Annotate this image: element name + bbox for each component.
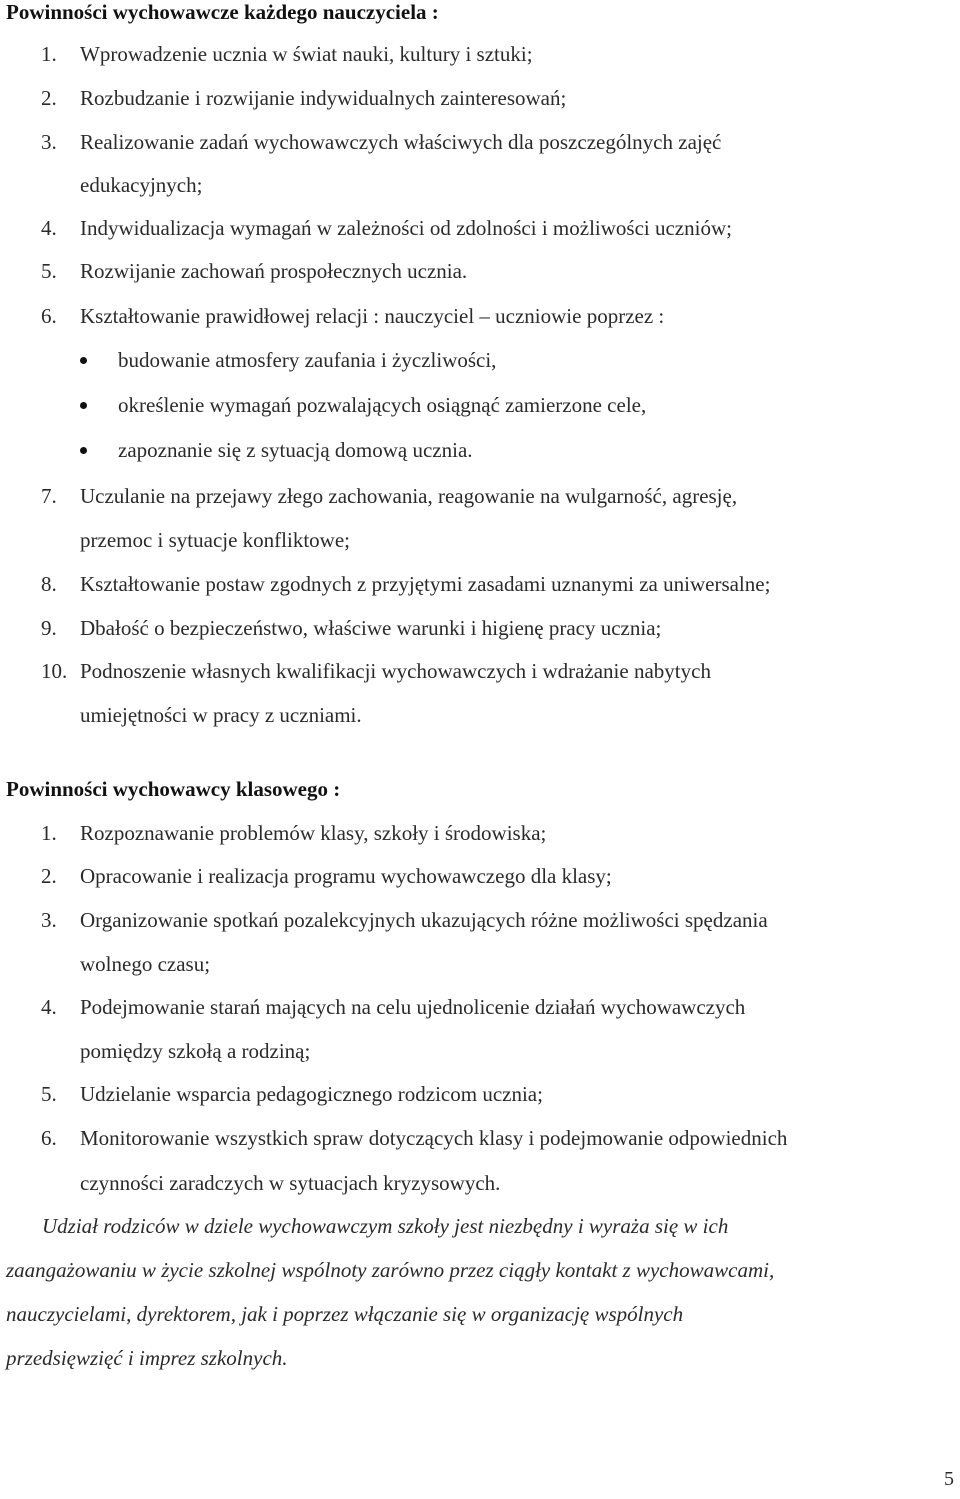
s2-item-3-text: Organizowanie spotkań pozalekcyjnych ukazujących różne możliwości spędzania bbox=[80, 908, 768, 932]
s1-item-4-number: 4. bbox=[41, 216, 57, 240]
s1-item-1-number: 1. bbox=[41, 42, 57, 66]
s2-item-4-text: Podejmowanie starań mających na celu ujednolicenie działań wychowawczych bbox=[80, 995, 746, 1019]
s2-item-4-number: 4. bbox=[41, 995, 57, 1019]
s2-item-2-number: 2. bbox=[41, 864, 57, 888]
s2-item-3-text-cont: wolnego czasu; bbox=[80, 952, 211, 976]
bullet-dot-icon bbox=[80, 357, 87, 364]
s1-item-3-text-cont: edukacyjnych; bbox=[80, 173, 203, 197]
s1-item-2-text: Rozbudzanie i rozwijanie indywidualnych zainteresowań; bbox=[80, 86, 567, 110]
s1-item-8-text: Kształtowanie postaw zgodnych z przyjętymi zasadami uznanymi za uniwersalne; bbox=[80, 572, 771, 596]
s1-item-2-number: 2. bbox=[41, 86, 57, 110]
s1-item-7-text-cont: przemoc i sytuacje konfliktowe; bbox=[80, 528, 350, 552]
closing-paragraph-line-2: zaangażowaniu w życie szkolnej wspólnoty zarówno przez ciągły kontakt z wychowawcami, bbox=[6, 1258, 775, 1282]
s2-item-2-text: Opracowanie i realizacja programu wychowawczego dla klasy; bbox=[80, 864, 612, 888]
s1-item-8-number: 8. bbox=[41, 572, 57, 596]
closing-paragraph-line-4: przedsięwzięć i imprez szkolnych. bbox=[6, 1346, 288, 1370]
closing-paragraph-line-3: nauczycielami, dyrektorem, jak i poprzez włączanie się w organizację wspólnych bbox=[6, 1302, 684, 1326]
s1-item-4-text: Indywidualizacja wymagań w zależności od zdolności i możliwości uczniów; bbox=[80, 216, 732, 240]
s2-item-4-text-cont: pomiędzy szkołą a rodziną; bbox=[80, 1039, 311, 1063]
section-2-heading: Powinności wychowawcy klasowego : bbox=[6, 777, 341, 801]
section-1-heading: Powinności wychowawcze każdego nauczyciela : bbox=[6, 0, 439, 24]
s2-item-5-number: 5. bbox=[41, 1082, 57, 1106]
s1-item-5-number: 5. bbox=[41, 259, 57, 283]
s1-item-9-number: 9. bbox=[41, 616, 57, 640]
s1-item-7-text: Uczulanie na przejawy złego zachowania, reagowanie na wulgarność, agresję, bbox=[80, 484, 738, 508]
s2-item-6-number: 6. bbox=[41, 1126, 57, 1150]
bullet-dot-icon bbox=[80, 447, 87, 454]
s1-item-7-number: 7. bbox=[41, 484, 57, 508]
s2-item-1-number: 1. bbox=[41, 821, 57, 845]
s1-item-3-text: Realizowanie zadań wychowawczych właściwych dla poszczególnych zajęć bbox=[80, 130, 722, 154]
s1-item-6-text: Kształtowanie prawidłowej relacji : nauczyciel – uczniowie poprzez : bbox=[80, 304, 665, 328]
s2-item-6-text-cont: czynności zaradczych w sytuacjach kryzysowych. bbox=[80, 1171, 501, 1195]
s1-item-3-number: 3. bbox=[41, 130, 57, 154]
s2-item-1-text: Rozpoznawanie problemów klasy, szkoły i środowiska; bbox=[80, 821, 547, 845]
s1-item-1-text: Wprowadzenie ucznia w świat nauki, kultury i sztuki; bbox=[80, 42, 533, 66]
s1-bullet-1: budowanie atmosfery zaufania i życzliwości, bbox=[118, 348, 497, 372]
s2-item-5-text: Udzielanie wsparcia pedagogicznego rodzicom ucznia; bbox=[80, 1082, 543, 1106]
s1-item-10-text-cont: umiejętności w pracy z uczniami. bbox=[80, 703, 362, 727]
s2-item-3-number: 3. bbox=[41, 908, 57, 932]
s1-item-10-number: 10. bbox=[41, 659, 68, 683]
s1-item-10-text: Podnoszenie własnych kwalifikacji wychowawczych i wdrażanie nabytych bbox=[80, 659, 711, 683]
page-number: 5 bbox=[944, 1468, 954, 1490]
s1-bullet-2: określenie wymagań pozwalających osiągnąć zamierzone cele, bbox=[118, 393, 647, 417]
s1-bullet-3: zapoznanie się z sytuacją domową ucznia. bbox=[118, 438, 473, 462]
s1-item-9-text: Dbałość o bezpieczeństwo, właściwe warunki i higienę pracy ucznia; bbox=[80, 616, 662, 640]
s1-item-5-text: Rozwijanie zachowań prospołecznych ucznia. bbox=[80, 259, 468, 283]
s2-item-6-text: Monitorowanie wszystkich spraw dotyczących klasy i podejmowanie odpowiednich bbox=[80, 1126, 788, 1150]
bullet-dot-icon bbox=[80, 402, 87, 409]
closing-paragraph-line-1: Udział rodziców w dziele wychowawczym szkoły jest niezbędny i wyraża się w ich bbox=[42, 1214, 729, 1238]
s1-item-6-number: 6. bbox=[41, 304, 57, 328]
